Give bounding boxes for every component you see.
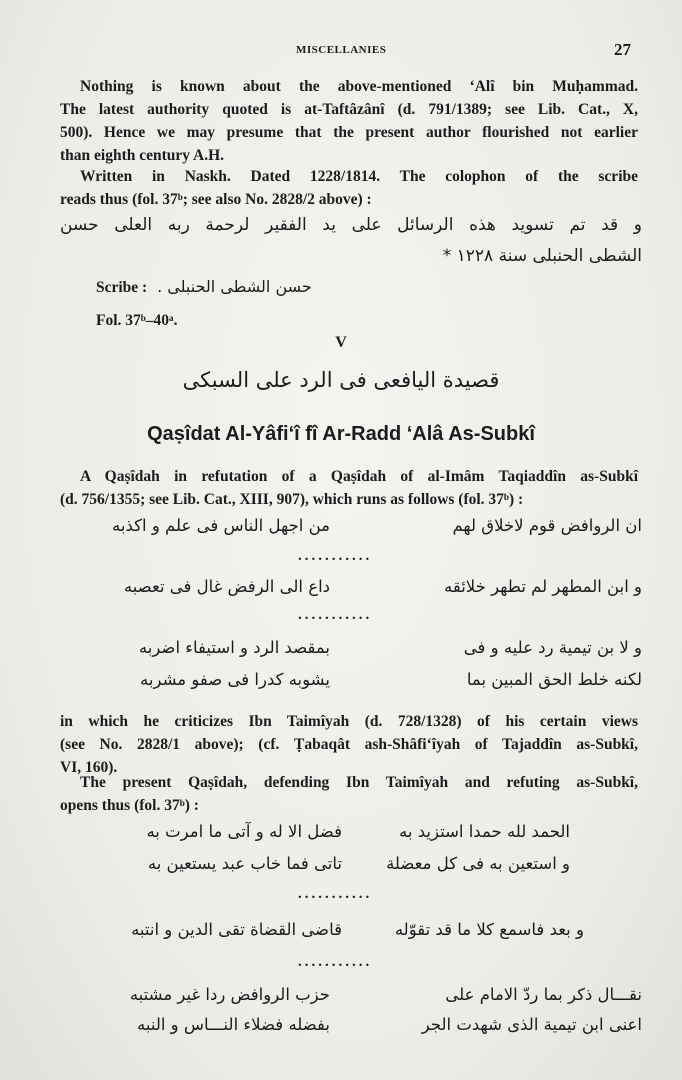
paragraph-qasidah-intro	[60, 465, 638, 511]
colophon-arabic-line-2: الشطى الحنبلى سنة ١٢٢٨ *	[442, 246, 642, 266]
text-line: The latest authority quoted is at-Taftâzânî (d. 791/1389; see Lib. Cat., X,	[60, 101, 638, 118]
text-line: Nothing is known about the above-mentioned ‘Alî bin Muḥammad.	[80, 78, 638, 95]
text-line: 500). Hence we may presume that the present author flourished not earlier	[60, 124, 638, 141]
section-number: V	[335, 334, 347, 351]
text-line: reads thus (fol. 37ᵇ; see also No. 2828/2 above) :	[60, 191, 372, 208]
text-line: opens thus (fol. 37ᵇ) :	[60, 797, 199, 814]
verse-right-hemistich: و استعين به فى كل معضلة	[386, 854, 570, 873]
text-line: (see No. 2828/1 above); (cf. Ṭabaqât ash-Shâfi‘îyah of Tajaddîn as-Subkî,	[60, 736, 638, 753]
running-head: MISCELLANIES	[296, 44, 387, 56]
paragraph-author-note	[60, 75, 638, 167]
scribe-label: Scribe :	[96, 279, 148, 296]
verse-left-hemistich: بمقصد الرد و استيفاء اضربه	[138, 638, 330, 657]
text-line: The present Qaṣîdah, defending Ibn Taimîyah and refuting as-Subkî,	[80, 774, 638, 791]
verse-left-hemistich: تاتى فما خاب عبد يستعين به	[147, 854, 342, 873]
verse-right-hemistich: الحمد لله حمدا استزيد به	[399, 822, 570, 841]
paragraph-criticism	[60, 710, 638, 779]
verse-right-hemistich: و لا بن تيمية رد عليه و فى	[463, 638, 642, 657]
verse-right-hemistich: و بعد فاسمع كلا ما قد تقوّله	[394, 920, 584, 939]
text-line: A Qaṣîdah in refutation of a Qaṣîdah of al-Imâm Taqiaddîn as-Subkî	[80, 468, 638, 485]
verse-separator-dots: ...........	[298, 954, 373, 970]
verse-left-hemistich: فضل الا له و آتى ما امرت به	[146, 822, 342, 841]
verse-right-hemistich: اعنى ابن تيمية الذى شهدت الجر	[421, 1015, 642, 1034]
folio-range: Fol. 37ᵇ–40ᵃ.	[96, 312, 178, 329]
text-line: Written in Naskh. Dated 1228/1814. The colophon of the scribe	[80, 168, 638, 185]
page-header	[0, 40, 682, 64]
colophon-arabic-line-1: و قد تم تسويد هذه الرسائل على يد الفقير لرحمة ربه العلى حسن	[60, 215, 642, 235]
verse-separator-dots: ...........	[298, 886, 373, 902]
page-number: 27	[614, 40, 631, 59]
verse-separator-dots: ...........	[298, 607, 373, 623]
verse-right-hemistich: لكنه خلط الحق المبين بما	[466, 670, 642, 689]
title-english: Qaṣîdat Al-Yâfi‘î fî Ar-Radd ‘Alâ As-Subkî	[147, 423, 535, 445]
title-arabic: قصيدة اليافعى فى الرد على السبكى	[182, 368, 500, 392]
text-line: (d. 756/1355; see Lib. Cat., XIII, 907), which runs as follows (fol. 37ᵇ) :	[60, 491, 524, 508]
verse-right-hemistich: و ابن المطهر لم تطهر خلائقه	[444, 577, 642, 596]
verse-left-hemistich: بفضله فضلاء النـــاس و النبه	[137, 1015, 330, 1034]
verse-right-hemistich: ان الروافض قوم لاخلاق لهم	[452, 516, 642, 535]
verse-left-hemistich: حزب الروافض ردا غير مشتبه	[129, 985, 330, 1004]
verse-left-hemistich: يشوبه كدرا فى صفو مشربه	[140, 670, 330, 689]
verse-separator-dots: ...........	[298, 548, 373, 564]
verse-left-hemistich: داع الى الرفض غال فى تعصبه	[123, 577, 330, 596]
text-line: in which he criticizes Ibn Taimîyah (d. 728/1328) of his certain views	[60, 713, 638, 730]
text-line: than eighth century A.H.	[60, 147, 225, 164]
paragraph-present-qasidah	[60, 771, 638, 817]
paragraph-colophon-intro	[60, 165, 638, 211]
verse-right-hemistich: نقـــال ذكر بما ردّ الامام على	[445, 985, 642, 1004]
text-line: VI, 160).	[60, 759, 118, 776]
verse-left-hemistich: من اجهل الناس فى علم و اكذبه	[112, 516, 330, 535]
scribe-name: حسن الشطى الحنبلى .	[157, 277, 312, 296]
scribe-line	[96, 277, 312, 297]
verse-left-hemistich: قاضى القضاة تقى الدين و انتبه	[131, 920, 342, 939]
